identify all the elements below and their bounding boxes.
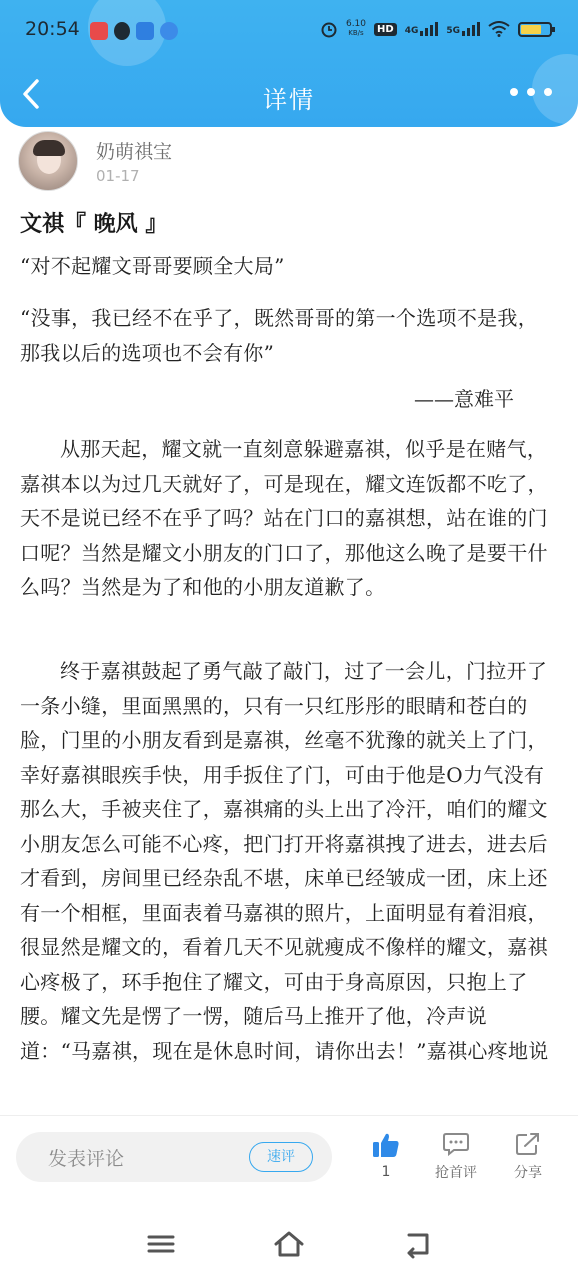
status-time: 20:54 — [25, 18, 80, 40]
more-icon[interactable] — [510, 88, 552, 96]
app-notification-icon — [90, 22, 108, 40]
signal-5g: 5G — [446, 22, 480, 36]
share-button[interactable] — [506, 1132, 550, 1182]
app-notification-icon — [160, 22, 178, 40]
paragraph: 从那天起，耀文就一直刻意躲避嘉祺，似乎是在赌气，嘉祺本以为过几天就好了，可是现在，耀文连饭都不吃了，天不是说已经不在乎了吗？站在门口的嘉祺想，站在谁的门口呢？当然是耀文小朋友的门口了，那他这么晚了是要干什么吗？当然是为了和他的小朋友道歉了。 — [20, 437, 548, 599]
header — [0, 0, 578, 127]
grab-first-label: 抢首评 — [435, 1165, 477, 1181]
battery-icon — [518, 22, 552, 37]
signature: ——意难平 — [414, 387, 514, 411]
alarm-icon — [320, 20, 338, 38]
grab-first-comment-button[interactable] — [428, 1132, 484, 1182]
paragraph: 终于嘉祺鼓起了勇气敲了敲门，过了一会儿，门拉开了一条小缝，里面黑黑的，只有一只红彤彤的眼睛和苍白的脸，门里的小朋友看到是嘉祺，丝毫不犹豫的就关上了门，幸好嘉祺眼疾手快，用手扳住了门，可由于他是O力气没有那么大，手被夹住了，嘉祺痛的头上出了冷汗，咱们的耀文小朋友怎么可能不心疼，把门打开将嘉祺拽了进去，进去后才看到，房间里已经杂乱不堪，床单已经皱成一团，床上还有一个相框，里面表着马嘉祺的照片，上面明显有着泪痕，很显然是耀文的，看着几天不见就瘦成不像样的耀文，嘉祺心疼极了，环手抱住了耀文，可由于身高原因，只抱上了腰。耀文先是愣了一愣，随后马上推开了他，冷声说道：“马嘉祺，现在是休息时间，请你出去！”嘉祺心疼地说 — [20, 659, 549, 1063]
author-name[interactable]: 奶萌祺宝 — [96, 141, 173, 163]
paragraph: “没事，我已经不在乎了，既然哥哥的第一个选项不是我，那我以后的选项也不会有你” — [20, 306, 539, 365]
home-icon[interactable] — [272, 1229, 306, 1259]
post-title: 文祺『 晚风 』 — [20, 211, 168, 237]
comment-icon — [443, 1132, 469, 1156]
share-label: 分享 — [514, 1165, 542, 1181]
wechat-icon — [114, 22, 130, 40]
net-speed: 6.10 KB/s — [345, 19, 367, 37]
avatar[interactable] — [18, 131, 78, 191]
like-button[interactable] — [366, 1132, 406, 1180]
alipay-icon — [136, 22, 154, 40]
page-title: 详情 — [263, 86, 315, 114]
wifi-icon — [488, 21, 510, 37]
menu-icon[interactable] — [144, 1229, 178, 1259]
post-date: 01-17 — [96, 167, 140, 185]
share-icon — [515, 1132, 541, 1156]
signal-4g: 4G — [405, 22, 439, 36]
bottom-bar — [0, 1115, 578, 1281]
comment-placeholder: 发表评论 — [48, 1148, 125, 1170]
comment-input[interactable] — [16, 1132, 332, 1182]
quick-comment-button[interactable]: 速评 — [249, 1142, 313, 1172]
like-icon — [372, 1132, 400, 1158]
like-count: 1 — [381, 1164, 391, 1180]
notification-icons — [90, 22, 178, 40]
paragraph: “对不起耀文哥哥要顾全大局” — [20, 254, 285, 278]
nav-back-icon[interactable] — [400, 1229, 434, 1259]
system-nav-bar — [0, 1211, 578, 1281]
title-bar — [0, 66, 578, 126]
status-bar — [0, 12, 578, 52]
status-indicators — [320, 20, 552, 38]
post-content[interactable] — [0, 127, 578, 1115]
hd-badge: HD — [374, 23, 397, 36]
